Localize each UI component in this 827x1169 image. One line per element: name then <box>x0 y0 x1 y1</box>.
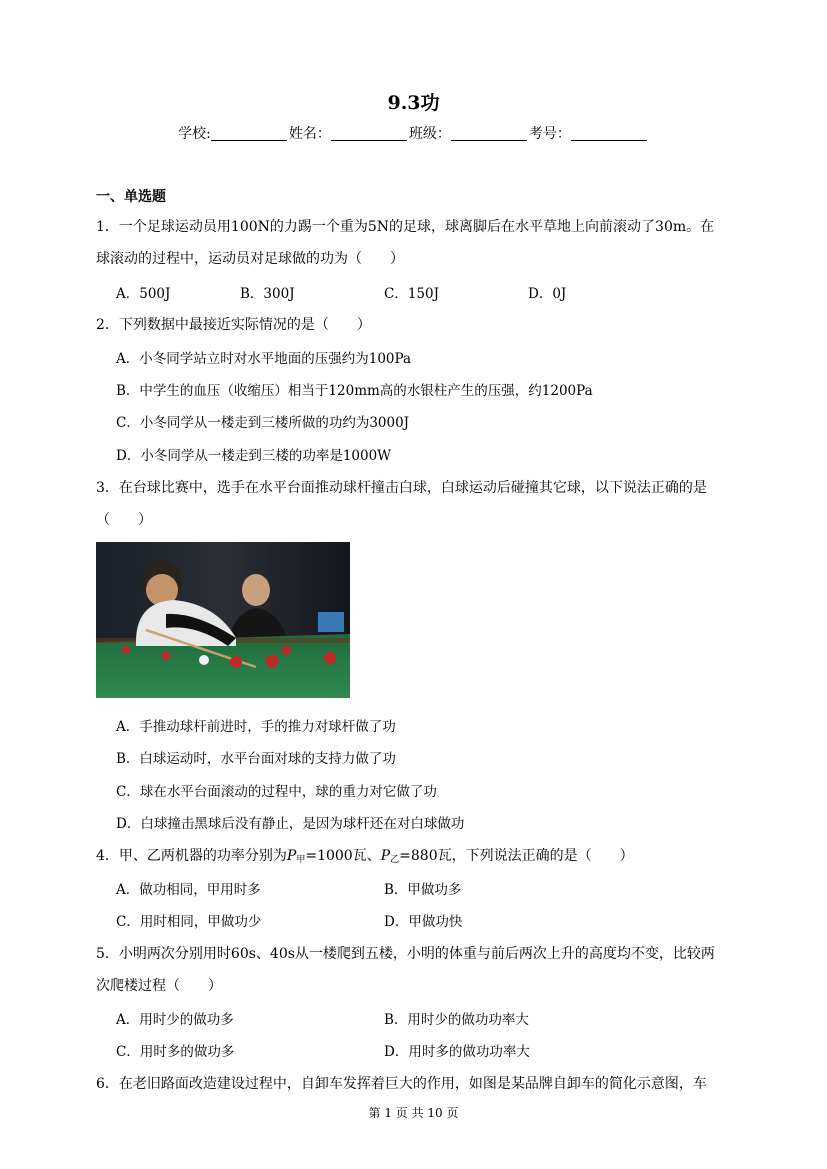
question-1-line-2: 球滚动的过程中，运动员对足球做的功为（ ） <box>96 251 404 267</box>
q3-option-b: B．白球运动时，水平台面对球的支持力做了功 <box>116 751 396 767</box>
q1-option-c: C．150J <box>384 286 440 302</box>
q2-option-b: B．中学生的血压（收缩压）相当于120mm高的水银柱产生的压强，约1200Pa <box>116 383 593 399</box>
q5-option-a: A．用时少的做功多 <box>116 1012 234 1028</box>
snooker-image <box>96 542 350 698</box>
power-symbol-2: P <box>380 848 391 864</box>
page-title: 9.3功 <box>387 92 440 114</box>
school-label: 学校: <box>178 126 211 142</box>
q3-option-d: D．白球撞击黑球后没有静止，是因为球杆还在对白球做功 <box>116 816 465 832</box>
student-info-line <box>0 123 827 143</box>
class-label: 班级： <box>408 126 451 142</box>
q1-option-a: A．500J <box>116 286 171 302</box>
school-blank <box>211 126 287 141</box>
q5-option-d: D．用时多的做功功率大 <box>384 1044 530 1060</box>
power-symbol-1: P <box>286 848 297 864</box>
q4-option-b: B．甲做功多 <box>384 882 462 898</box>
q4-option-c: C．用时相同，甲做功少 <box>116 914 262 930</box>
q5-option-b: B．用时少的做功功率大 <box>384 1012 529 1028</box>
question-4-line-1 <box>96 845 634 865</box>
q1-option-b: B．300J <box>240 286 295 302</box>
snooker-photo <box>96 542 350 698</box>
q4-option-a: A．做功相同，甲用时多 <box>116 882 261 898</box>
q4-option-d: D．甲做功快 <box>384 914 463 930</box>
question-3-line-2: （ ） <box>96 512 152 528</box>
name-label: 姓名： <box>288 126 331 142</box>
question-5-line-2: 次爬楼过程（ ） <box>96 978 222 994</box>
section-heading: 一、单选题 <box>96 189 166 205</box>
q2-option-d: D．小冬同学从一楼走到三楼的功率是1000W <box>116 448 392 464</box>
question-6-line-1: 6．在老旧路面改造建设过程中，自卸车发挥着巨大的作用，如图是某品牌自卸车的简化示意图，车 <box>96 1076 707 1092</box>
q3-option-a: A．手推动球杆前进时，手的推力对球杆做了功 <box>116 719 396 735</box>
q4-text-post: =880瓦，下列说法正确的是（ ） <box>399 848 634 864</box>
q4-text-pre: 4．甲、乙两机器的功率分别为 <box>96 848 287 864</box>
page-footer: 第 1 页 共 10 页 <box>368 1106 459 1120</box>
question-5-line-1: 5．小明两次分别用时60s、40s从一楼爬到五楼，小明的体重与前后两次上升的高度均不变，比较两 <box>96 946 715 962</box>
q2-option-a: A．小冬同学站立时对水平地面的压强约为100Pa <box>116 351 412 367</box>
class-blank <box>451 126 527 141</box>
q3-option-c: C．球在水平台面滚动的过程中，球的重力对它做了功 <box>116 784 437 800</box>
question-2-line-1: 2．下列数据中最接近实际情况的是（ ） <box>96 317 371 333</box>
q2-option-c: C．小冬同学从一楼走到三楼所做的功约为3000J <box>116 415 410 431</box>
question-3-line-1: 3．在台球比赛中，选手在水平台面推动球杆撞击白球，白球运动后碰撞其它球，以下说法正确的是 <box>96 480 707 496</box>
name-blank <box>331 126 407 141</box>
power-sub-2: 乙 <box>390 855 400 865</box>
power-value-1: =1000瓦、 <box>305 848 381 864</box>
q1-option-d: D．0J <box>528 286 567 302</box>
q5-option-c: C．用时多的做功多 <box>116 1044 235 1060</box>
power-sub-1: 甲 <box>296 855 306 865</box>
question-1-line-1: 1．一个足球运动员用100N的力踢一个重为5N的足球，球离脚后在水平草地上向前滚动了30m。在 <box>96 219 715 235</box>
exam-no-blank <box>571 126 647 141</box>
exam-no-label: 考号： <box>528 126 571 142</box>
